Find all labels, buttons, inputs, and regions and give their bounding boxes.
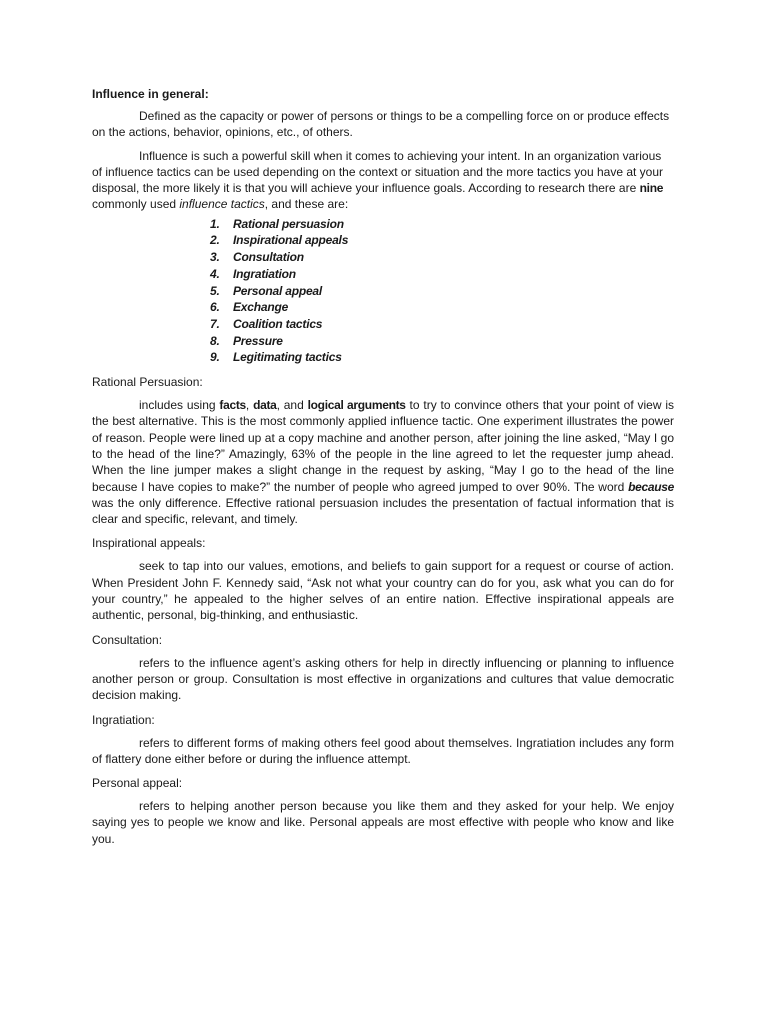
list-item: 9. Legitimating tactics (210, 350, 342, 365)
rational-persuasion-label: Rational Persuasion: (92, 375, 203, 390)
consultation-label: Consultation: (92, 632, 163, 647)
ingratiation-paragraph: refers to different forms of making others feel good about themselves. Ingratiation includes any form of flattery done either before or during the influence attempt. (92, 735, 674, 766)
personal-appeal-label: Personal appeal: (92, 776, 183, 791)
list-item: 1. Rational persuasion (210, 216, 344, 231)
tactics-list (92, 216, 674, 366)
list-item: 8. Pressure (210, 333, 283, 348)
inspirational-appeals-paragraph: seek to tap into our values, emotions, and beliefs to gain support for a request or course of action. When President John F. Kennedy said, “Ask not what your country can do for you, ask what you can do for your country,” he appealed to the higher selves of an entire nation. Effective inspirational appeals are authentic, personal, big-thinking, and enthusiastic. (92, 559, 674, 623)
list-item: 2. Inspirational appeals (210, 233, 349, 248)
list-item: 4. Ingratiation (210, 266, 296, 281)
nine-emphasis: nine (639, 181, 664, 196)
personal-appeal-paragraph: refers to helping another person because you like them and they asked for your help. We enjoy saying yes to people we know and like. Personal appeals are most effective with people who know and like you. (92, 799, 674, 846)
data-emphasis: data (253, 398, 277, 413)
list-item: 5. Personal appeal (210, 283, 323, 298)
influence-tactics-emphasis: influence tactics (179, 197, 265, 212)
logical-arguments-emphasis: logical arguments (307, 398, 406, 413)
rational-persuasion-paragraph: includes using facts, data, and logical arguments to try to convince others that your point of view is the best alternative. This is the most commonly applied influence tactic. One experiment illustrates the power of reason. People were lined up at a copy machine and another person, after joining the line asked, “May I go to the head of the line?” Amazingly, 63% of the people in the line agreed to let the requester jump ahead. When the line jumper makes a slight change in the request by asking, “May I go to the head of the line because I have copies to make?” the number of people who agreed jumped to over 90%. The word because was the only difference. Effective rational persuasion includes the presentation of factual information that is clear and specific, relevant, and timely. (92, 398, 674, 527)
section-heading: Influence in general: (92, 87, 209, 101)
intro-paragraph: Influence is such a powerful skill when it comes to achieving your intent. In an organization various of influence tactics can be used depending on the context or situation and the more tactics you have at your disposal, the more likely it is that you will achieve your influence goals. According to research there are nine commonly used influence tactics, and these are: (92, 148, 664, 212)
list-item: 7. Coalition tactics (210, 317, 323, 331)
list-item: 3. Consultation (210, 250, 304, 265)
consultation-paragraph: refers to the influence agent’s asking others for help in directly influencing or planning to influence another person or group. Consultation is most effective in organizations and cultures that value democratic decision making. (92, 655, 674, 703)
because-emphasis: because (628, 479, 674, 494)
inspirational-appeals-label: Inspirational appeals: (92, 536, 206, 551)
definition-paragraph: Defined as the capacity or power of persons or things to be a compelling force on or produce effects on the actions, behavior, opinions, etc., of others. (92, 109, 670, 140)
list-item: 6. Exchange (210, 300, 289, 315)
ingratiation-label: Ingratiation: (92, 712, 155, 727)
facts-emphasis: facts (219, 398, 246, 413)
